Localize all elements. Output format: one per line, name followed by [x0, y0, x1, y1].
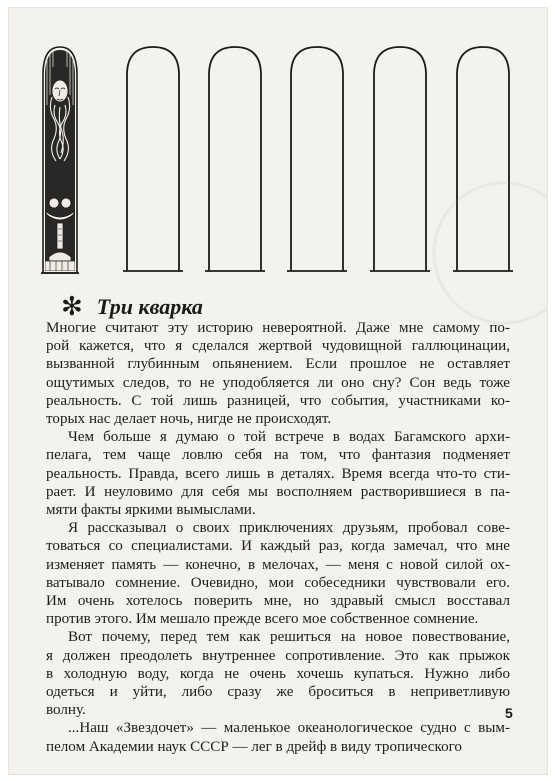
text-line: мяти факты яркими вымыслами. — [46, 502, 256, 519]
text-line: ватывало сомнение. Очевидно, мои собеседники чувствовали его. — [46, 574, 510, 591]
text-line: реальность. С той лишь разницей, что события, участниками ко- — [46, 392, 510, 409]
text-line: пелага, тем чаще ловлю себя на том, что фантазия подменяет — [46, 447, 510, 464]
body-text — [46, 319, 510, 756]
paragraph — [46, 319, 510, 428]
text-line: я должен преодолеть внутреннее сопротивление. Это как прыжок — [46, 647, 510, 664]
paragraph — [46, 428, 510, 519]
text-line: рой кажется, что я сделался жертвой чудовищной галлюцинации, — [46, 338, 510, 355]
book-page — [9, 8, 547, 774]
empty-arch — [374, 47, 426, 271]
decorated-arch — [41, 45, 81, 275]
text-line: Я рассказывал о своих приключениях друзьям, пробовал сове- — [68, 520, 510, 537]
text-line: пелом Академии наук СССР — лег в дрейф в виду тропического — [46, 738, 462, 755]
text-line: Чем больше я думаю о той встрече в водах Багамского архи- — [68, 429, 510, 446]
empty-arch — [209, 47, 261, 271]
text-line: торых нас делает ночь, нигде не происходят. — [46, 411, 332, 428]
text-line: против этого. Им мешало прежде всего мое собственное сомнение. — [46, 611, 479, 628]
asterisk-icon: ✻ — [61, 292, 83, 322]
text-line: реальность. Правда, всего лишь в деталях. Время всегда что-то сти- — [46, 465, 510, 482]
text-line: Вот почему, перед тем как решиться на новое повествование, — [68, 629, 510, 646]
paragraph — [46, 719, 510, 755]
text-line: ощутимых следов, то не уподобляется ли оно сну? Сон ведь тоже — [46, 374, 510, 391]
empty-arch — [291, 47, 343, 271]
text-line: волну. — [46, 702, 86, 719]
text-line: ...Наш «Звездочет» — маленькое океанологическое судно с вым- — [68, 720, 510, 737]
text-line: Многие считают эту историю невероятной. Даже мне самому по- — [46, 320, 510, 336]
page-number: 5 — [505, 705, 513, 721]
text-line: изменяет память — конечно, в мелочах, — меня с новой силой ох- — [46, 556, 510, 573]
paragraph — [46, 628, 510, 719]
text-line: товаться со специалистами. И каждый раз, когда замечал, что мне — [46, 538, 510, 555]
text-line: вызванной глубинным опьянением. Если прошлое не оставляет — [46, 356, 510, 373]
text-line: Им очень хотелось поверить мне, но здравый смысл восставал — [46, 593, 510, 610]
text-line: рает. И неуловимо для себя мы восполняем растворившиеся в па- — [46, 483, 510, 500]
paragraph — [46, 519, 510, 628]
watermark — [429, 178, 547, 328]
empty-arch — [127, 47, 179, 271]
chapter-heading — [61, 292, 203, 322]
text-line: одеться и уйти, либо сразу же броситься в неприветливую — [46, 684, 510, 701]
figure-engraving — [41, 45, 81, 275]
chapter-title: Три кварка — [96, 294, 203, 319]
text-line: в холодную воду, когда не очень хочешь купаться. Нужно либо — [46, 665, 510, 682]
